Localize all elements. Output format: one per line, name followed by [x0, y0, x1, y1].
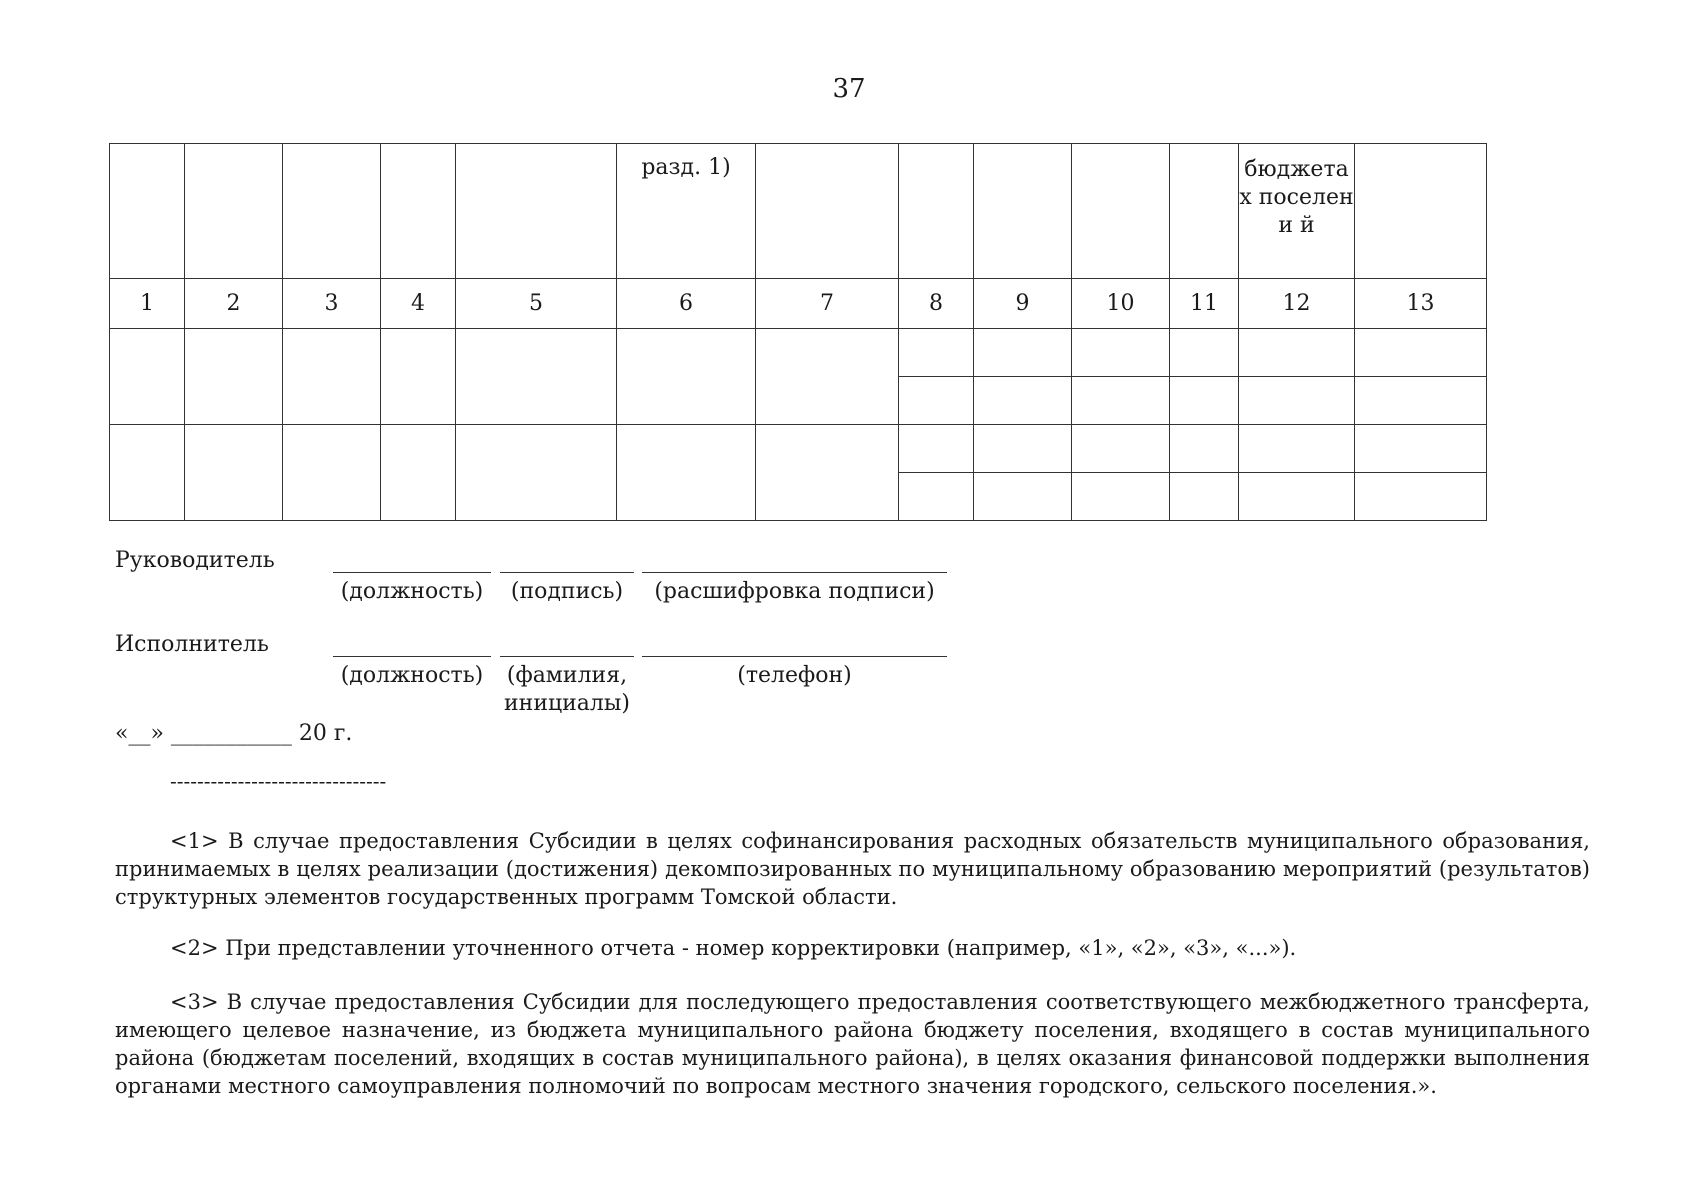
header-cell: разд. 1): [617, 144, 756, 279]
head-position-caption: (должность): [340, 579, 484, 604]
report-table: [109, 143, 1487, 521]
page-number: 37: [832, 74, 866, 104]
table-cell: [283, 425, 381, 521]
table-cell: [283, 329, 381, 425]
table-cell: [456, 425, 617, 521]
table-cell: [1355, 329, 1487, 377]
column-number: 6: [617, 279, 756, 329]
header-cell: [1170, 144, 1239, 279]
head-label: Руководитель: [115, 548, 275, 573]
table-cell: [1239, 329, 1355, 377]
head-signature-line[interactable]: [500, 572, 634, 573]
table-cell: [1355, 425, 1487, 473]
footnote-3: [115, 988, 1590, 1100]
head-decoding-line[interactable]: [642, 572, 947, 573]
column-number: 10: [1072, 279, 1170, 329]
table-cell: [899, 425, 974, 473]
header-cell: [381, 144, 456, 279]
table-cell: [974, 425, 1072, 473]
table-cell: [1072, 473, 1170, 521]
footnote-separator: --------------------------------: [170, 769, 387, 793]
header-cell: [185, 144, 283, 279]
table-cell: [1170, 377, 1239, 425]
table-cell: [899, 377, 974, 425]
footnote-1-text: <1> В случае предоставления Субсидии в целях софинансирования расходных обязательств муниципального образования, принимаемых в целях реализации (достижения) декомпозированных по муниципальному образованию мероприятий (результатов) структурных элементов государственных программ Томской области.: [115, 829, 1590, 909]
head-signature-caption: (подпись): [510, 579, 624, 604]
table-row: [110, 425, 1487, 473]
table-cell: [185, 329, 283, 425]
table-cell: [1239, 377, 1355, 425]
executor-label: Исполнитель: [115, 632, 269, 657]
table-cell: [381, 329, 456, 425]
table-cell: [110, 329, 185, 425]
table-cell: [1072, 377, 1170, 425]
date-line: «__» ___________ 20 г.: [115, 721, 353, 746]
header-cell: [1355, 144, 1487, 279]
table-row: [110, 329, 1487, 377]
table-cell: [974, 473, 1072, 521]
column-number: 13: [1355, 279, 1487, 329]
table-cell: [1072, 329, 1170, 377]
column-number: 2: [185, 279, 283, 329]
header-cell: [974, 144, 1072, 279]
table-cell: [185, 425, 283, 521]
table-header-row: [110, 144, 1487, 279]
column-number: 8: [899, 279, 974, 329]
executor-position-line[interactable]: [333, 656, 491, 657]
table-cell: [381, 425, 456, 521]
table-cell: [756, 425, 899, 521]
table-cell: [456, 329, 617, 425]
table-cell: [899, 473, 974, 521]
executor-position-caption: (должность): [340, 663, 484, 688]
table-cell: [1170, 473, 1239, 521]
header-cell: [1072, 144, 1170, 279]
column-number: 9: [974, 279, 1072, 329]
table-cell: [1355, 473, 1487, 521]
footnote-3-text: <3> В случае предоставления Субсидии для последующего предоставления соответствующего межбюджетного трансферта, имеющего целевое назначение, из бюджета муниципального района бюджету поселения, входящего в состав муниципального района (бюджетам поселений, входящих в состав муниципального района), в целях оказания финансовой поддержки выполнения органами местного самоуправления полномочий по вопросам местного значения городского, сельского поселения.».: [115, 990, 1590, 1098]
table-cell: [110, 425, 185, 521]
table-cell: [1239, 473, 1355, 521]
header-cell: [456, 144, 617, 279]
column-number-row: [110, 279, 1487, 329]
table-cell: [756, 329, 899, 425]
header-cell: [110, 144, 185, 279]
table-cell: [1355, 377, 1487, 425]
column-number: 12: [1239, 279, 1355, 329]
footnote-2: [115, 934, 1590, 962]
table-cell: [1239, 425, 1355, 473]
table-cell: [974, 329, 1072, 377]
table-cell: [974, 377, 1072, 425]
header-cell: [756, 144, 899, 279]
table-cell: [617, 329, 756, 425]
column-number: 5: [456, 279, 617, 329]
footnote-1: [115, 827, 1590, 911]
executor-name-line[interactable]: [500, 656, 634, 657]
table-cell: [617, 425, 756, 521]
header-cell: [283, 144, 381, 279]
table-cell: [1170, 425, 1239, 473]
header-cell: бюджета х поселени й: [1239, 144, 1355, 279]
column-number: 4: [381, 279, 456, 329]
head-decoding-caption: (расшифровка подписи): [654, 579, 935, 604]
executor-phone-line[interactable]: [642, 656, 947, 657]
header-cell: [899, 144, 974, 279]
executor-phone-caption: (телефон): [737, 663, 852, 688]
column-number: 1: [110, 279, 185, 329]
executor-name-caption: (фамилия, инициалы): [504, 663, 630, 716]
column-number: 3: [283, 279, 381, 329]
footnote-2-text: <2> При представлении уточненного отчета - номер корректировки (например, «1», «2», «3», «...»).: [170, 936, 1297, 960]
column-number: 11: [1170, 279, 1239, 329]
table-cell: [899, 329, 974, 377]
column-number: 7: [756, 279, 899, 329]
table-cell: [1072, 425, 1170, 473]
head-position-line[interactable]: [333, 572, 491, 573]
table-cell: [1170, 329, 1239, 377]
